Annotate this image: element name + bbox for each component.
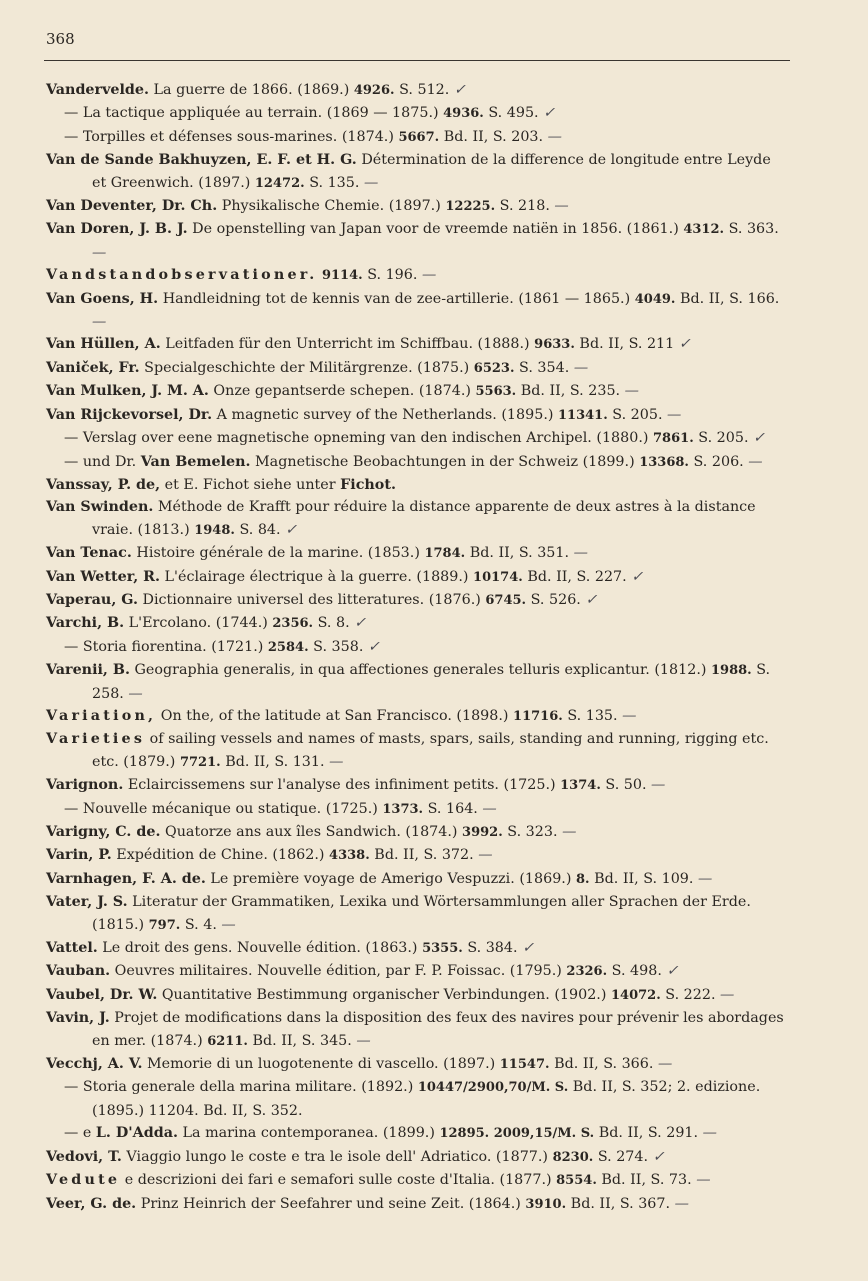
entry-spaced-heading: Variation,: [46, 707, 157, 724]
entry-catalog-number: 12895. 2009,15/M. S.: [439, 1126, 595, 1142]
catalog-entry: [46, 218, 788, 264]
catalog-entry: [46, 937, 788, 960]
entry-page-ref: S. 164.: [423, 800, 478, 817]
entry-title: L'Ercolano. (1744.): [124, 615, 273, 632]
entry-catalog-number: 7721.: [179, 754, 221, 770]
entry-page-ref: Bd. II, S. 372.: [369, 847, 474, 864]
catalog-entry: [46, 149, 788, 195]
entry-title: Détermination de la difference de longitude entre Leyde et Greenwich. (1897.): [92, 152, 771, 191]
catalog-entry: [46, 451, 788, 474]
entry-page-ref: S. 323.: [502, 824, 558, 840]
entry-page-ref: Bd. II, S. 352; 2. edizione. (1895.) 11204. Bd. II, S. 352.: [92, 1079, 761, 1119]
entry-check-mark: —: [569, 359, 589, 376]
entry-check-mark: —: [92, 314, 107, 331]
entry-catalog-number: 4338.: [329, 848, 370, 864]
entry-page-ref: Bd. II, S. 291.: [594, 1125, 699, 1142]
entry-check-mark: —: [698, 1125, 717, 1142]
catalog-entry: [46, 195, 788, 218]
entry-catalog-number: 14072.: [610, 987, 661, 1003]
entry-check-mark: —: [620, 383, 639, 400]
catalog-entry: [46, 404, 788, 427]
entry-check-mark: —: [92, 244, 107, 261]
entry-page-ref: Bd. II, S. 351.: [465, 545, 570, 562]
catalog-entry: [46, 1053, 788, 1076]
entry-catalog-number: 4936.: [443, 106, 484, 122]
entry-title: Le droit des gens. Nouvelle édition. (1863.): [97, 940, 423, 957]
entry-heading-secondary: Fichot.: [340, 476, 396, 493]
entry-check-mark: —: [693, 870, 713, 887]
entry-title: La guerre de 1866. (1869.): [148, 82, 354, 98]
entry-heading: Varignon.: [46, 777, 124, 794]
entry-title: Quatorze ans aux îles Sandwich. (1874.): [160, 824, 463, 840]
entry-title: Handleidning tot de kennis van de zee-artillerie. (1861 — 1865.): [158, 290, 635, 307]
entry-page-ref: S. 84.: [234, 521, 281, 538]
entry-check-mark: ✓: [674, 336, 691, 353]
entry-title: Specialgeschichte der Militärgrenze. (1875.): [139, 359, 474, 376]
catalog-entry: [46, 357, 788, 380]
entry-title: — La tactique appliquée au terrain. (1869 — 1875.): [64, 105, 444, 122]
entry-check-mark: ✓: [349, 615, 367, 632]
entry-heading: Vaperau, G.: [46, 591, 138, 608]
entry-check-mark: —: [743, 453, 763, 470]
entry-title: of sailing vessels and names of masts, spars, sails, standing and running, rigging etc. etc. (1879.): [92, 731, 769, 770]
catalog-entry: [46, 1076, 788, 1122]
entry-catalog-number: 9633.: [534, 337, 575, 353]
entry-page-ref: S. 258.: [92, 662, 771, 702]
entry-catalog-number: 13368.: [639, 454, 689, 470]
entry-page-ref: S. 135.: [304, 174, 360, 191]
catalog-entry: [46, 264, 788, 287]
catalog-entry: [46, 79, 788, 102]
entry-heading: Vedovi, T.: [46, 1148, 122, 1165]
entry-check-mark: —: [549, 198, 569, 215]
catalog-entry: [46, 821, 788, 844]
entry-heading: Vaniček, Fr.: [46, 359, 140, 376]
catalog-entry: [46, 984, 788, 1007]
entry-catalog-number: 8230.: [552, 1149, 594, 1165]
catalog-entry: [46, 496, 788, 542]
entry-catalog-number: 2584.: [267, 639, 309, 655]
catalog-entry: [46, 333, 788, 356]
entry-catalog-number: 797.: [148, 917, 181, 933]
entry-title: e descrizioni dei fari e semafori sulle coste d'Italia. (1877.): [120, 1172, 557, 1189]
entry-title: — Storia fiorentina. (1721.): [64, 638, 268, 655]
entry-heading: Vauban.: [46, 963, 111, 980]
entry-title: Onze gepantserde schepen. (1874.): [208, 383, 476, 400]
entry-title: Oeuvres militaires. Nouvelle édition, par F. P. Foissac. (1795.): [110, 963, 567, 980]
entry-page-ref: S. 196.: [362, 267, 418, 284]
entry-page-ref: Bd. II, S. 73.: [596, 1172, 692, 1189]
entry-page-ref: S. 8.: [313, 615, 350, 632]
catalog-entry: [46, 798, 788, 821]
entry-page-ref: Bd. II, S. 166.: [675, 290, 780, 307]
entry-spaced-heading: Varieties: [46, 731, 146, 748]
entry-page-ref: S. 205.: [693, 430, 749, 447]
entry-catalog-number: 5563.: [475, 384, 517, 400]
catalog-entry: [46, 1007, 788, 1053]
entry-page-ref: Bd. II, S. 109.: [589, 870, 694, 887]
entry-page-ref: Bd. II, S. 235.: [516, 383, 621, 400]
catalog-entry: [46, 380, 788, 403]
entry-heading: Varigny, C. de.: [46, 824, 161, 840]
entry-title: A magnetic survey of the Netherlands. (1895.): [212, 406, 558, 423]
catalog-entry: [46, 1146, 788, 1169]
entry-check-mark: —: [359, 174, 379, 191]
entry-heading: Vanssay, P. de,: [46, 476, 161, 493]
page-number: 368: [46, 30, 75, 48]
entry-title: — Nouvelle mécanique ou statique. (1725.): [64, 800, 383, 817]
entry-page-ref: S. 274.: [593, 1148, 649, 1165]
entry-page-ref: S. 50.: [600, 777, 647, 794]
entry-page-ref: S. 135.: [562, 707, 618, 724]
entry-page-ref: Bd. II, S. 366.: [549, 1056, 654, 1073]
entry-heading: Van Swinden.: [46, 499, 154, 516]
entry-heading: Van Hüllen, A.: [46, 336, 161, 353]
entry-check-mark: —: [477, 800, 497, 817]
entry-page-ref: Bd. II, S. 131.: [220, 753, 325, 770]
entry-check-mark: —: [646, 777, 666, 794]
entry-heading: Vater, J. S.: [46, 894, 128, 911]
entry-title: — Storia generale della marina militare. (1892.): [64, 1079, 418, 1096]
entry-catalog-number: 2326.: [566, 964, 608, 980]
entry-title: — e: [64, 1125, 96, 1142]
catalog-entry: [46, 844, 788, 867]
index-entries: [46, 79, 788, 1216]
header-rule: [44, 60, 790, 61]
catalog-entry: [46, 1122, 788, 1145]
entry-catalog-number: 12225.: [445, 199, 496, 215]
entry-check-mark: ✓: [626, 568, 644, 585]
entry-heading: Van Wetter, R.: [46, 568, 161, 585]
entry-catalog-number: 11716.: [513, 708, 563, 724]
entry-title: De openstelling van Japan voor de vreemde natiën in 1856. (1861.): [187, 221, 684, 238]
entry-title: — Torpilles et défenses sous-marines. (1874.): [64, 128, 399, 145]
entry-title: On the, of the latitude at San Francisco. (1898.): [156, 707, 514, 724]
entry-heading: Vandervelde.: [46, 82, 149, 98]
entry-page-ref: S. 222.: [660, 986, 716, 1003]
entry-catalog-number: 1373.: [382, 801, 424, 817]
entry-title: Geographia generalis, in qua affectiones generales telluris explicantur. (1812.): [129, 662, 711, 679]
catalog-entry: [46, 288, 788, 334]
entry-title: — und Dr.: [64, 453, 141, 470]
entry-check-mark: —: [569, 545, 588, 562]
entry-title: Viaggio lungo le coste e tra le isole dell' Adriatico. (1877.): [121, 1148, 553, 1165]
entry-check-mark: —: [216, 916, 236, 933]
entry-page-ref: S. 218.: [495, 198, 550, 215]
entry-catalog-number: 9114.: [321, 268, 363, 284]
entry-catalog-number: 3992.: [462, 825, 503, 840]
entry-check-mark: —: [123, 685, 143, 702]
entry-page-ref: S. 363.: [724, 221, 779, 238]
entry-check-mark: —: [715, 986, 735, 1003]
entry-catalog-number: 8.: [575, 871, 590, 887]
entry-title-continued: La marina contemporanea. (1899.): [177, 1125, 440, 1142]
entry-page-ref: Bd. II, S. 227.: [522, 568, 627, 585]
entry-title: Physikalische Chemie. (1897.): [217, 198, 446, 215]
catalog-entry: [46, 774, 788, 797]
entry-catalog-number: 3910.: [525, 1196, 567, 1212]
catalog-entry: [46, 566, 788, 589]
entry-catalog-number: 1374.: [560, 778, 601, 794]
entry-heading: Van Doren, J. B. J.: [46, 221, 188, 238]
entry-catalog-number: 1784.: [424, 546, 466, 562]
entry-check-mark: ✓: [580, 591, 598, 608]
entry-heading: Varenii, B.: [46, 662, 130, 679]
catalog-entry: [46, 1193, 788, 1216]
entry-catalog-number: 1988.: [710, 663, 752, 679]
entry-page-ref: Bd. II, S. 345.: [247, 1032, 352, 1049]
entry-title: Expédition de Chine. (1862.): [111, 847, 330, 864]
catalog-entry: [46, 427, 788, 450]
entry-catalog-number: 4049.: [634, 291, 676, 307]
entry-title: Eclaircissemens sur l'analyse des infiniment petits. (1725.): [123, 777, 561, 794]
entry-page-ref: S. 512.: [394, 82, 450, 98]
entry-title: L'éclairage électrique à la guerre. (1889.): [160, 568, 474, 585]
entry-heading-secondary: L. D'Adda.: [95, 1125, 178, 1142]
entry-spaced-heading: Vedute: [46, 1172, 121, 1189]
catalog-entry: [46, 542, 788, 565]
entry-page-ref: S. 358.: [308, 638, 364, 655]
entry-title: Méthode de Krafft pour réduire la distance apparente de deux astres à la distance vraie. (1813.): [92, 499, 756, 538]
entry-check-mark: ✓: [280, 521, 298, 538]
entry-check-mark: —: [691, 1172, 711, 1189]
entry-heading: Van Goens, H.: [46, 290, 159, 307]
entry-catalog-number: 11547.: [499, 1057, 550, 1073]
entry-page-ref: S. 205.: [607, 406, 663, 423]
entry-page-ref: Bd. II, S. 367.: [566, 1195, 671, 1212]
catalog-entry: [46, 1169, 788, 1192]
entry-check-mark: —: [324, 753, 344, 770]
entry-heading: Van Mulken, J. M. A.: [46, 383, 209, 400]
entry-catalog-number: 7861.: [653, 431, 694, 447]
entry-spaced-heading: Vandstandobservationer.: [46, 267, 318, 284]
entry-page-ref: S. 206.: [688, 453, 744, 470]
entry-catalog-number: 6211.: [207, 1033, 248, 1049]
catalog-entry: [46, 589, 788, 612]
entry-check-mark: —: [653, 1056, 673, 1073]
entry-title: — Verslag over eene magnetische opneming van den indischen Archipel. (1880.): [64, 430, 654, 447]
catalog-entry: [46, 474, 788, 496]
entry-page-ref: S. 498.: [607, 963, 662, 980]
entry-page-ref: S. 384.: [462, 940, 518, 957]
entry-heading: Vattel.: [46, 940, 98, 957]
entry-check-mark: ✓: [648, 1148, 665, 1165]
catalog-entry: [46, 126, 788, 149]
entry-check-mark: —: [662, 406, 682, 423]
entry-heading: Van de Sande Bakhuyzen, E. F. et H. G.: [46, 152, 357, 169]
entry-catalog-number: 12472.: [254, 175, 305, 191]
entry-title: Projet de modifications dans la disposition des feux des navires pour prévenir les abordages en mer. (1874.): [92, 1010, 784, 1049]
entry-catalog-number: 4926.: [353, 83, 395, 98]
entry-catalog-number: 10447/2900,70/M. S.: [417, 1080, 569, 1096]
entry-check-mark: ✓: [517, 940, 535, 957]
entry-title: Quantitative Bestimmung organischer Verbindungen. (1902.): [157, 986, 611, 1003]
entry-heading: Varchi, B.: [46, 615, 125, 632]
catalog-entry: [46, 612, 788, 635]
entry-title: Leitfaden für den Unterricht im Schiffbau. (1888.): [160, 336, 535, 353]
entry-heading: Van Deventer, Dr. Ch.: [46, 198, 218, 215]
entry-heading: Vavin, J.: [46, 1010, 110, 1027]
entry-check-mark: ✓: [449, 82, 466, 98]
entry-catalog-number: 8554.: [556, 1173, 597, 1189]
catalog-entry: [46, 960, 788, 983]
entry-check-mark: ✓: [363, 638, 380, 655]
entry-catalog-number: 5355.: [422, 941, 463, 957]
entry-heading-secondary: Van Bemelen.: [140, 453, 251, 470]
entry-catalog-number: 4312.: [683, 222, 725, 238]
entry-check-mark: —: [473, 847, 493, 864]
catalog-entry: [46, 102, 788, 125]
entry-title: Prinz Heinrich der Seefahrer und seine Zeit. (1864.): [136, 1195, 526, 1212]
entry-catalog-number: 2356.: [272, 616, 314, 632]
entry-heading: Vaubel, Dr. W.: [46, 986, 158, 1003]
entry-check-mark: —: [351, 1032, 371, 1049]
entry-heading: Veer, G. de.: [46, 1195, 137, 1212]
catalog-entry: [46, 636, 788, 659]
entry-check-mark: ✓: [748, 430, 766, 447]
entry-catalog-number: 6523.: [473, 360, 515, 376]
entry-heading: Varnhagen, F. A. de.: [46, 870, 206, 887]
catalog-entry: [46, 891, 788, 937]
entry-catalog-number: 6745.: [485, 592, 527, 608]
entry-check-mark: —: [557, 824, 577, 840]
entry-title-continued: Magnetische Beobachtungen in der Schweiz (1899.): [250, 453, 640, 470]
entry-title: Memorie di un luogotenente di vascello. (1897.): [142, 1056, 500, 1073]
entry-check-mark: ✓: [661, 963, 679, 980]
entry-check-mark: ✓: [538, 105, 556, 122]
entry-check-mark: —: [543, 128, 562, 145]
entry-page-ref: Bd. II, S. 203.: [439, 128, 544, 145]
catalog-entry: [46, 705, 788, 728]
entry-heading: Varin, P.: [46, 847, 112, 864]
entry-page-ref: S. 526.: [526, 591, 581, 608]
entry-check-mark: —: [670, 1195, 689, 1212]
entry-page-ref: S. 495.: [483, 105, 539, 122]
entry-title: Histoire générale de la marine. (1853.): [131, 545, 425, 562]
catalog-entry: [46, 659, 788, 705]
entry-title: Le première voyage de Amerigo Vespuzzi. (1869.): [205, 870, 576, 887]
entry-catalog-number: 1948.: [194, 522, 235, 538]
entry-title: Dictionnaire universel des litteratures. (1876.): [137, 591, 486, 608]
entry-catalog-number: 10174.: [473, 569, 523, 585]
entry-heading: Vecchj, A. V.: [46, 1056, 143, 1073]
entry-page-ref: Bd. II, S. 211: [574, 336, 675, 353]
entry-heading: Van Tenac.: [46, 545, 132, 562]
entry-title: et E. Fichot siehe unter: [160, 476, 341, 493]
entry-page-ref: S. 4.: [180, 916, 217, 933]
entry-catalog-number: 5667.: [398, 129, 440, 145]
entry-title: Literatur der Grammatiken, Lexika und Wörtersammlungen aller Sprachen der Erde. (1815.): [92, 894, 751, 933]
catalog-entry: [46, 728, 788, 774]
entry-check-mark: —: [417, 267, 437, 284]
entry-check-mark: —: [617, 707, 637, 724]
entry-page-ref: S. 354.: [514, 359, 570, 376]
entry-catalog-number: 11341.: [557, 407, 608, 423]
entry-heading: Van Rijckevorsel, Dr.: [46, 406, 213, 423]
catalog-entry: [46, 868, 788, 891]
